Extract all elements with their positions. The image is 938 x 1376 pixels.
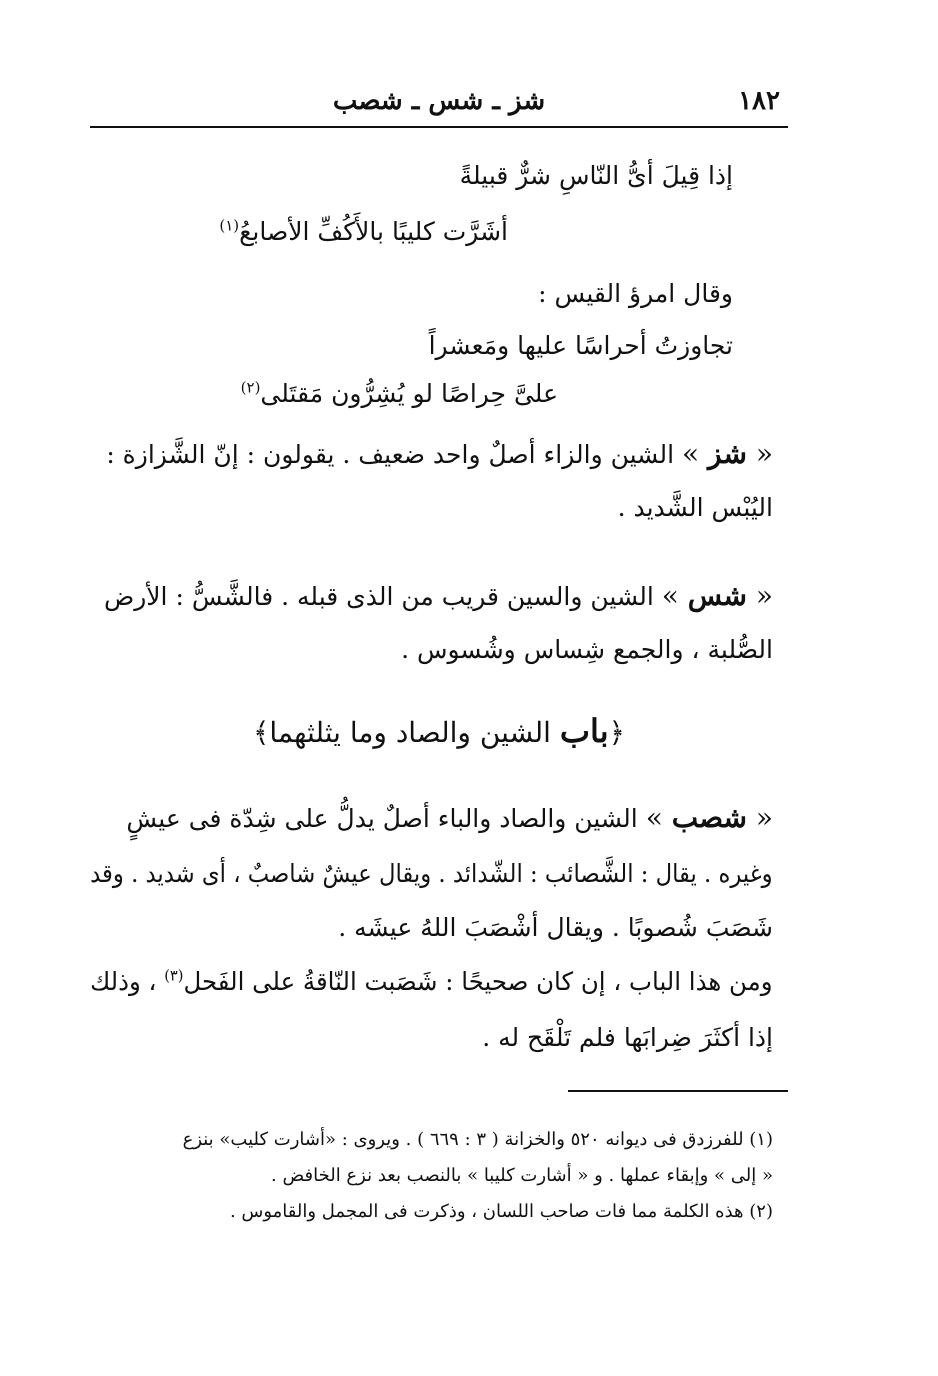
footnote-1-line1 (183, 1128, 773, 1151)
footnote-rule (568, 1090, 788, 1092)
entry-shsb-line2 (91, 858, 773, 891)
verse2-line2 (241, 378, 558, 411)
footnote-ref-2: (٢) (240, 378, 261, 397)
page-header (90, 84, 788, 124)
footnote-1-text1: (١) للفرزدق فى ديوانه ٥٢٠ والخزانة ( ٣ : ٦٦٩ ) . ويروى : «أشارت كليب» بنزع (182, 1129, 773, 1150)
entry-shz-head: « شز » (682, 437, 773, 470)
entry-shz-line1 (106, 436, 773, 472)
entry-shz-text2: اليُبْس الشَّديد . (617, 493, 773, 522)
entry-shs-line1 (104, 578, 773, 614)
footnote-2-line1 (230, 1200, 773, 1223)
entry-shs-text2: الصُّلبة ، والجمع شِساس وشُسوس . (401, 635, 773, 664)
verse2-line1 (429, 330, 733, 363)
entry-shsb-text1: الشين والصاد والباء أصلٌ يدلُّ على شِدّة فى عيشٍ (126, 804, 638, 833)
chapter-bracket-close: ﴾ (252, 716, 270, 749)
running-head: شز ـ شس ـ شصب (332, 86, 546, 116)
chapter-bracket-open: ﴿ (608, 716, 625, 749)
entry-shs-line2 (401, 634, 773, 667)
entry-shz-line2 (618, 492, 773, 525)
entry-shsb-text5: إذا أكثَرَ ضِرابَها فلم تَلْقَح له . (482, 1023, 773, 1052)
chapter-title: الشين والصاد وما يثلثهما (269, 716, 551, 749)
footnote-ref-1: (١) (219, 216, 240, 235)
footnote-1-line2 (271, 1164, 773, 1187)
entry-shsb-line4 (91, 966, 773, 999)
verse2-line1-text: تجاوزتُ أحراسًا عليها ومَعشراً (428, 331, 733, 360)
entry-shs-text1: الشين والسين قريب من الذى قبله . فالشَّسُّ : الأرض (104, 582, 654, 611)
entry-shsb-text3: شَصَبَ شُصوبًا . ويقال أشْصَبَ اللهُ عيشَه . (338, 913, 773, 942)
entry-shsb-line1 (126, 800, 773, 836)
verse1-line1 (460, 160, 733, 193)
footnote-2-text1: (٢) هذه الكلمة مما فات صاحب اللسان ، وذكرت فى المجمل والقاموس . (229, 1201, 773, 1222)
verse2-line2-text: علىَّ حِراصًا لو يُشِرُّون مَقتَلى (260, 379, 558, 408)
footnote-ref-3: (٣) (164, 966, 184, 985)
entry-shsb-text4b: ، وذلك (90, 967, 157, 996)
chapter-heading (90, 712, 788, 750)
intro2-text: وقال امرؤ القيس : (538, 279, 733, 308)
entry-shs-head: « شس » (662, 579, 773, 612)
entry-shsb-line3 (338, 912, 773, 945)
entry-shsb-line5 (482, 1022, 773, 1055)
footnote-1-text2: « إلى » وإبقاء عملها . و « أشارت كليبا » بالنصب بعد نزع الخافض . (271, 1165, 773, 1186)
chapter-word-bab: باب (559, 712, 609, 750)
intro-imru-alqais (538, 278, 733, 311)
verse1-line1-text: إذا قِيلَ أىُّ النّاسِ شرٌّ قبيلةً (459, 161, 733, 190)
entry-shsb-text2: وغيره . يقال : الشَّصائب : الشّدائد . ويقال عيشٌ شاصبٌ ، أى شديد . وقد (90, 859, 773, 888)
page-number: ١٨٢ (738, 86, 780, 116)
verse1-line2 (219, 216, 508, 249)
header-rule (90, 126, 788, 128)
entry-shsb-text4a: ومن هذا الباب ، إن كان صحيحًا : شَصَبت النّاقةُ على الفَحل (183, 967, 774, 996)
verse1-line2-text: أشَرَّت كليبًا بالأَكُفِّ الأصابعُ (239, 217, 508, 246)
entry-shsb-head: « شصب » (646, 801, 773, 834)
entry-shz-text1: الشين والزاء أصلٌ واحد ضعيف . يقولون : إنّ الشَّزازة : (106, 440, 675, 469)
